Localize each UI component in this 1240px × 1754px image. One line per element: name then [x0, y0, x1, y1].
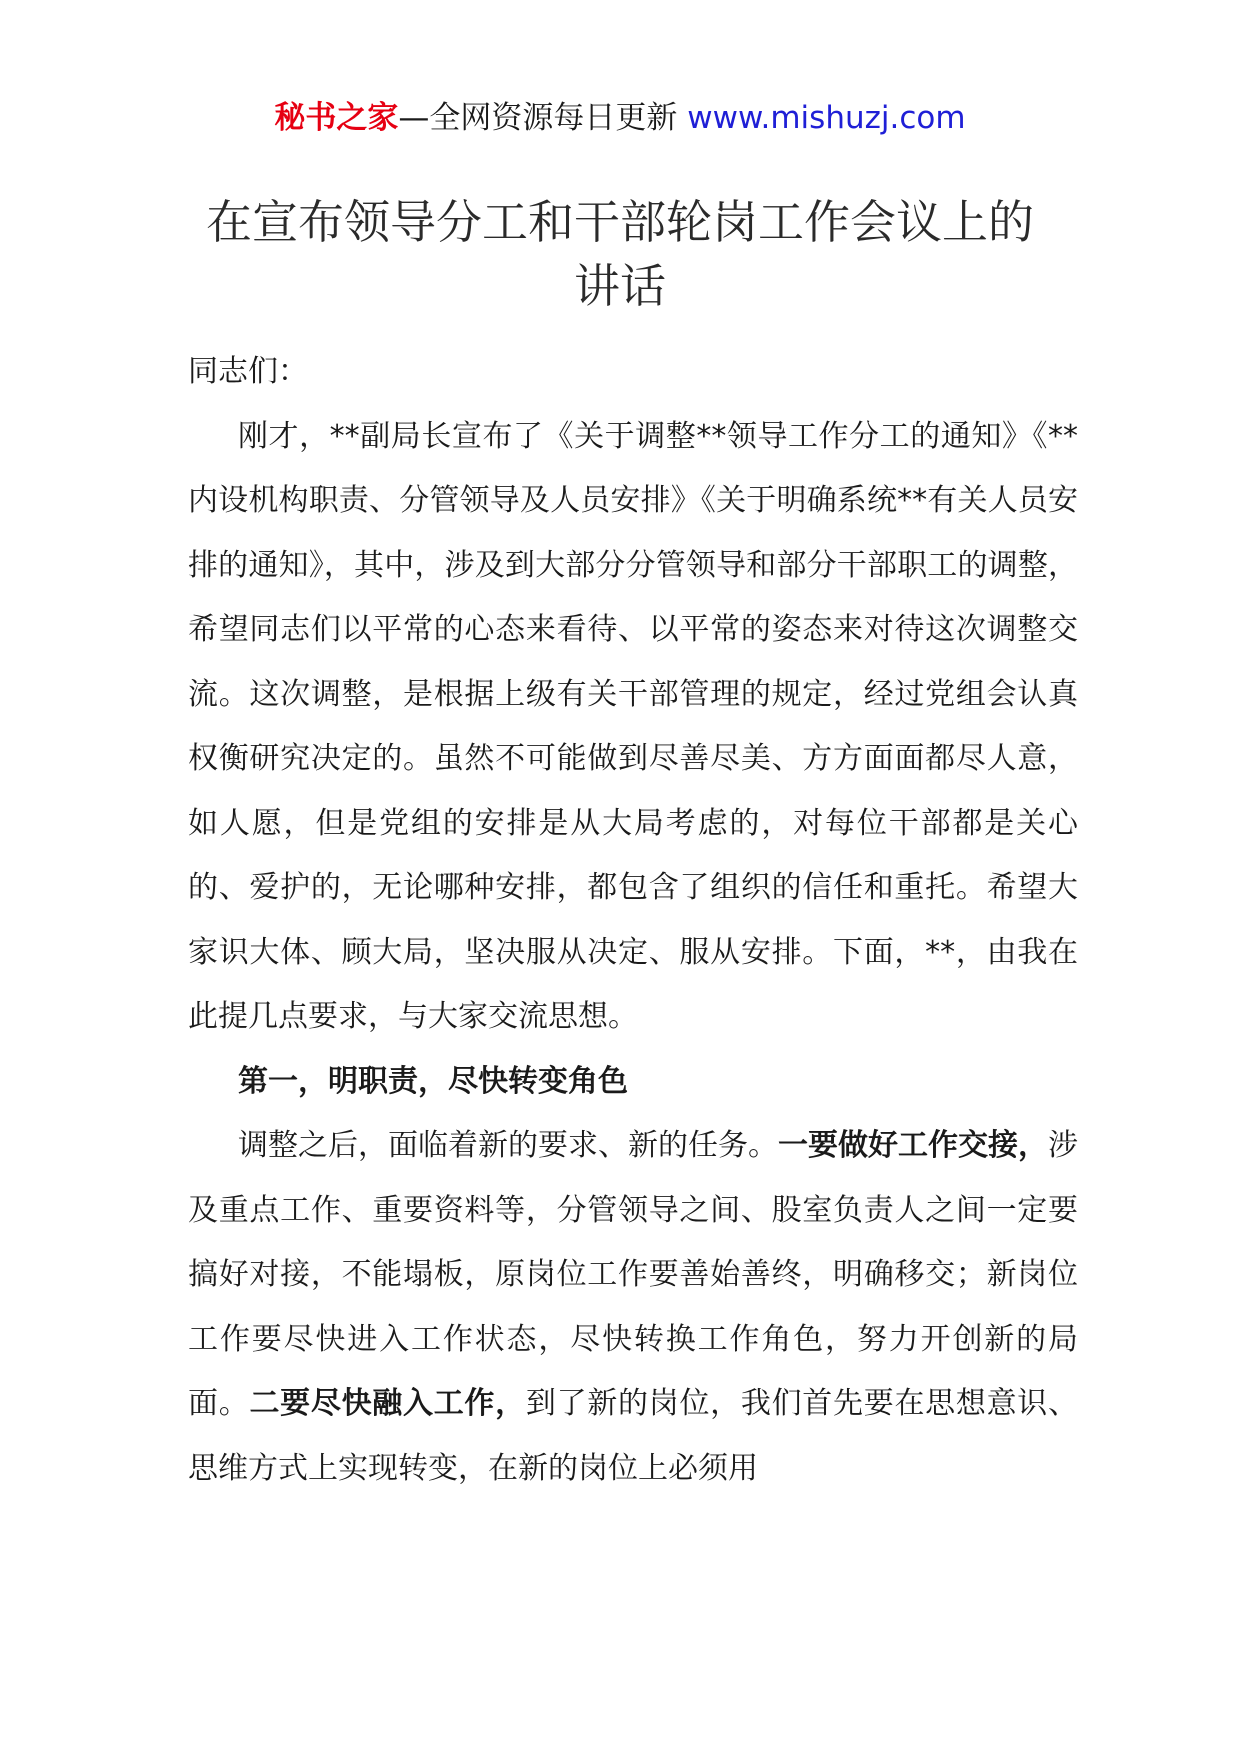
section-heading-1: 第一，明职责，尽快转变角色 [238, 1063, 628, 1099]
document-title [140, 190, 1100, 318]
paragraph-2-part3: 到了新的岗位，我们首先要在思想意识、思维方式上实现转变，在新的岗位上必须用 [188, 1386, 1079, 1486]
document-body [188, 340, 1078, 1501]
site-tagline: —全网资源每日更新 [398, 100, 678, 136]
paragraph-2-part2: 涉及重点工作、重要资料等，分管领导之间、股室负责人之间一定要搞好对接，不能塌板，原岗位工作要善始善终，明确移交；新岗位工作要尽快进入工作状态，尽快转换工作角色，努力开创新的局面。 [188, 1128, 1078, 1421]
site-header [0, 98, 1240, 138]
paragraph-1: 刚才，**副局长宣布了《关于调整**领导工作分工的通知》《**内设机构职责、分管领导及人员安排》《关于明确系统**有关人员安排的通知》，其中，涉及到大部分分管领导和部分干部职工的调整，希望同志们以平常的心态来看待、以平常的姿态来对待这次调整交流。这次调整，是根据上级有关干部管理的规定，经过党组会认真权衡研究决定的。虽然不可能做到尽善尽美、方方面面都尽人意，如人愿，但是党组的安排是从大局考虑的，对每位干部都是关心的、爱护的，无论哪种安排，都包含了组织的信任和重托。希望大家识大体、顾大局，坚决服从决定、服从安排。下面，**，由我在此提几点要求，与大家交流思想。 [188, 418, 1078, 1034]
paragraph-2-part1: 调整之后，面临着新的要求、新的任务。 [238, 1128, 778, 1163]
paragraph-2-bold1: 一要做好工作交接， [778, 1128, 1048, 1163]
document-title-line2: 讲话 [574, 259, 666, 313]
site-url-link[interactable]: www.mishuzj.com [687, 100, 966, 136]
greeting: 同志们： [188, 354, 308, 389]
site-brand: 秘书之家 [274, 100, 399, 136]
paragraph-2-bold2: 二要尽快融入工作， [249, 1386, 526, 1421]
document-title-line1: 在宣布领导分工和干部轮岗工作会议上的 [206, 195, 1034, 249]
paragraph-2 [188, 1114, 1078, 1501]
